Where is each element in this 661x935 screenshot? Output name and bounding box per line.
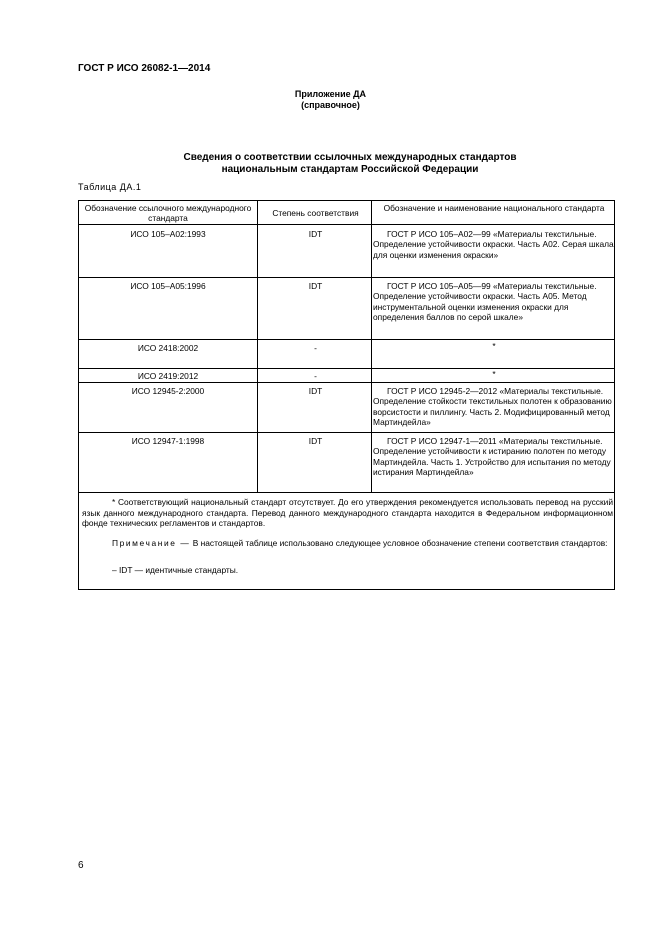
row-4-intl: ИСО 2419:2012 — [137, 371, 199, 381]
section-title — [60, 152, 640, 176]
row-6-national: ГОСТ Р ИСО 12947-1—2011 «Материалы текстильные. Определение устойчивости к истиранию полотен по методу Мартиндейла. Часть 1. Устройство для испытания по методу истирания Мартиндейла» — [373, 436, 611, 478]
header-national-standard: Обозначение и наименование национального стандарта — [383, 203, 605, 213]
header-intl-standard: Обозначение ссылочного международного стандарта — [84, 203, 252, 224]
row-divider — [79, 492, 614, 493]
row-3-degree: - — [314, 343, 317, 353]
table-note — [82, 538, 613, 549]
row-5-intl: ИСО 12945-2:2000 — [131, 386, 205, 396]
table-label: Таблица ДА.1 — [78, 182, 142, 192]
annex-heading — [0, 89, 661, 111]
page-number: 6 — [78, 860, 84, 871]
table-footnote: * Соответствующий национальный стандарт отсутствует. До его утверждения рекомендуется использовать перевод на русский язык данного международного стандарта. Перевод данного международного стандарта находится в Федеральном информационном фонде технических регламентов и стандартов. — [82, 497, 613, 529]
header-degree: Степень соответствия — [272, 208, 359, 218]
row-divider — [79, 432, 614, 433]
row-2-intl: ИСО 105–А05:1996 — [130, 281, 206, 291]
row-divider — [79, 277, 614, 278]
correspondence-table — [78, 200, 615, 590]
row-3-intl: ИСО 2418:2002 — [137, 343, 199, 353]
row-5-national: ГОСТ Р ИСО 12945-2—2012 «Материалы текстильные. Определение стойкости текстильных полотен к образованию ворсистости и пиллингу. Часть 2. Модифицированный метод Мартиндейла» — [373, 386, 612, 428]
annex-subtitle: (справочное) — [301, 100, 360, 110]
note-text: В настоящей таблице использовано следующее условное обозначение степени соответствия стандартов: — [192, 538, 608, 548]
document-code-header: ГОСТ Р ИСО 26082-1—2014 — [78, 63, 211, 74]
row-1-degree: IDT — [308, 229, 323, 239]
note-label: Примечание — — [112, 538, 191, 548]
row-1-intl: ИСО 105–А02:1993 — [130, 229, 206, 239]
section-title-line-2: национальным стандартам Российской Федерации — [221, 164, 479, 175]
row-divider — [79, 382, 614, 383]
row-4-degree: - — [314, 371, 317, 381]
row-4-national: * — [492, 369, 496, 379]
row-2-degree: IDT — [308, 281, 323, 291]
row-1-national: ГОСТ Р ИСО 105–А02—99 «Материалы текстильные. Определение устойчивости окраски. Часть А02. Серая шкала для оценки изменения окраски» — [373, 229, 614, 260]
row-5-degree: IDT — [308, 386, 323, 396]
row-6-degree: IDT — [308, 436, 323, 446]
annex-title: Приложение ДА — [294, 89, 367, 99]
column-divider — [257, 201, 258, 492]
section-title-line-1: Сведения о соответствии ссылочных международных стандартов — [183, 152, 517, 163]
row-2-national: ГОСТ Р ИСО 105–А05—99 «Материалы текстильные. Определение устойчивости окраски. Часть А05. Метод инструментальной оценки изменения окраски для определения баллов по серой шкале» — [373, 281, 597, 323]
row-6-intl: ИСО 12947-1:1998 — [131, 436, 205, 446]
row-divider — [79, 339, 614, 340]
row-divider — [79, 224, 614, 225]
note-legend: – IDT — идентичные стандарты. — [112, 565, 239, 575]
row-3-national: * — [492, 341, 496, 351]
